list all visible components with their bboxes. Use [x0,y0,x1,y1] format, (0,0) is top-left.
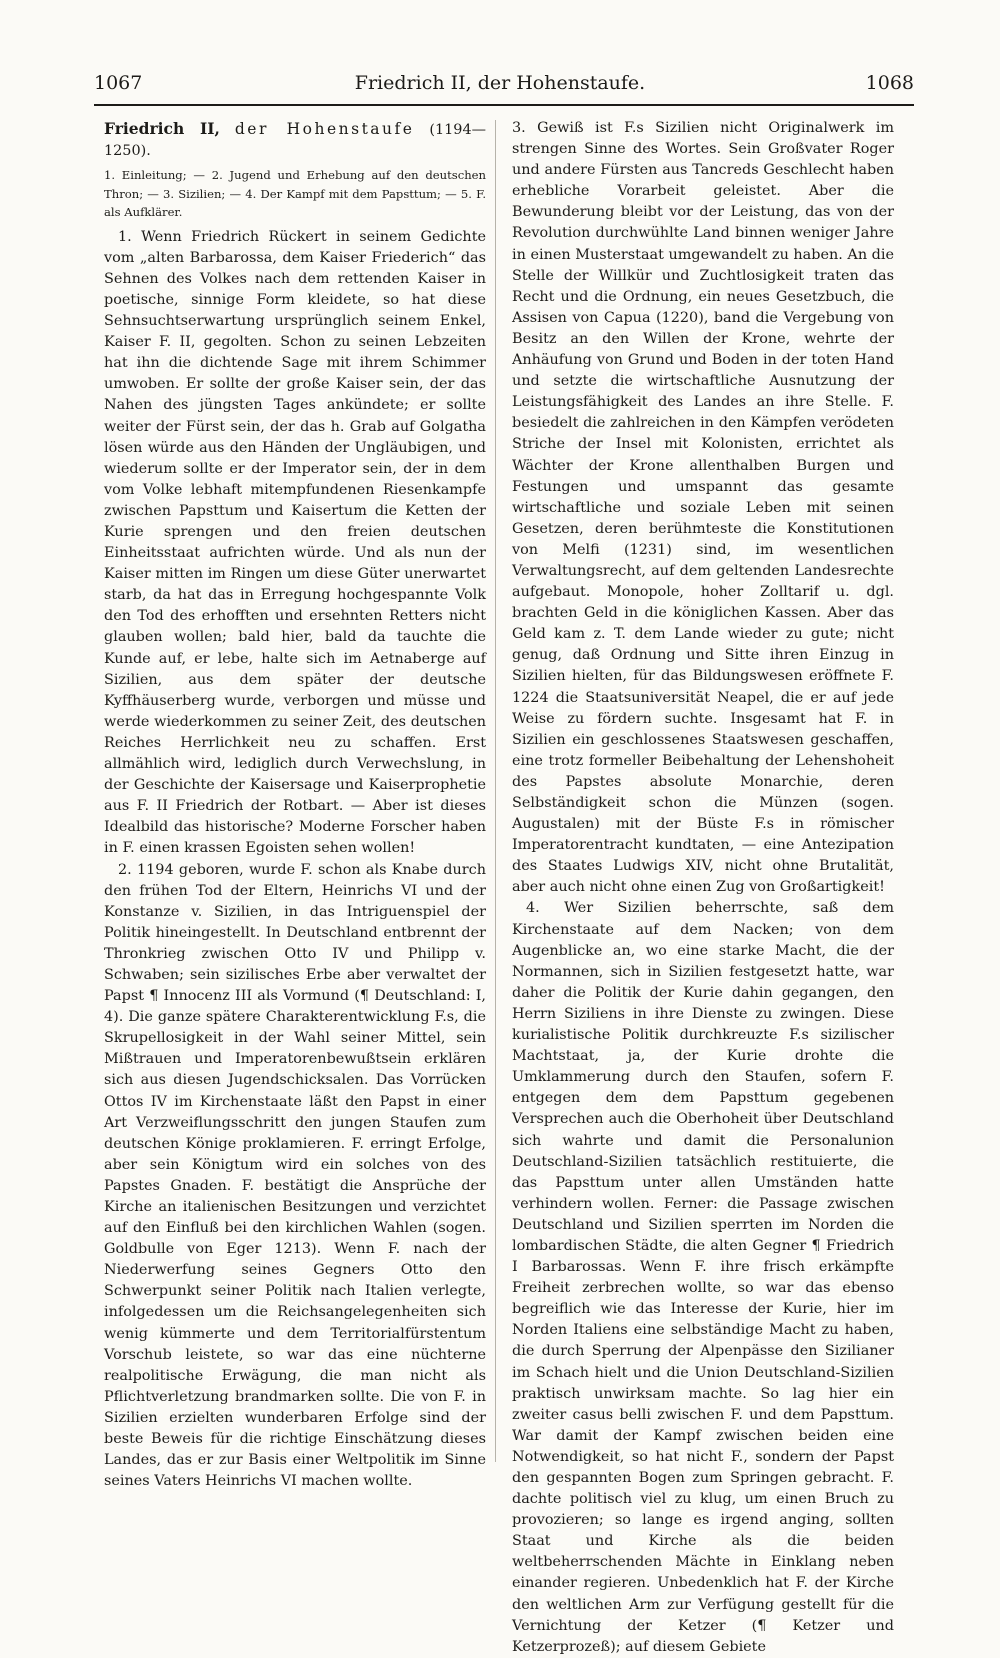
right-column [512,118,894,1658]
paragraph-1: 1. Wenn Friedrich Rückert in seinem Gedichte vom „alten Barbarossa, dem Kaiser Friederich“ das Sehnen des Volkes nach dem rettenden Kaiser in poetische, sinnige Form kleidete, so hat diese Sehnsuchtserwartung ursprünglich seinem Enkel, Kaiser F. II, gegolten. Schon zu seinen Lebzeiten hat ihn die dichtende Sage mit ihrem Schimmer umwoben. Er sollte der große Kaiser sein, der das Nahen des jüngsten Tages ankündete; er sollte weiter der Fürst sein, der das h. Grab auf Golgatha lösen würde aus den Händen der Ungläubigen, und wiederum sollte er der Imperator sein, der in dem vom Volke lebhaft mitempfundenen Riesenkampfe zwischen Papsttum und Kaisertum die Ketten der Kurie sprengen und den freien deutschen Einheitsstaat aufrichten würde. Und als nun der Kaiser mitten im Ringen um diese Güter unerwartet starb, da hat das in Erregung hochgespannte Volk den Tod des erhofften und ersehnten Retters nicht glauben wollen; bald hier, bald da tauchte die Kunde auf, er lebe, halte sich im Aetnaberge auf Sizilien, aus dem später der deutsche Kyffhäuserberg wurde, verborgen und müsse und werde wiederkommen zu seiner Zeit, des deutschen Reiches Herrlichkeit neu zu schaffen. Erst allmählich wird, lediglich durch Verwechslung, in der Geschichte der Kaisersage und Kaiserprophetie aus F. II Friedrich der Rotbart. — Aber ist dieses Idealbild das historische? Moderne Forscher haben in F. einen krassen Egoisten sehen wollen! [104,228,486,857]
running-title: Friedrich II, der Hohenstaufe. [354,72,646,94]
entry-summary: 1. Einleitung; — 2. Jugend und Erhebung auf den deutschen Thron; — 3. Sizilien; — 4. Der Kampf mit dem Papsttum; — 5. F. als Aufklärer. [104,168,486,220]
entry-dates: (1194—1250). [104,122,487,160]
paragraph-3-continued: 3. Gewiß ist F.s Sizilien nicht Originalwerk im strengen Sinne des Wortes. Sein Großvater Roger und andere Fürsten aus Tancreds Geschlecht haben erhebliche Vorarbeit geleistet. Aber die Bewunderung bleibt vor der Leistung, das von der Revolution durchwühlte Land binnen weniger Jahre in einen Musterstaat umgewandelt zu haben. An die Stelle der Willkür und Zuchtlosigkeit traten das Recht und die Ordnung, ein neues Gesetzbuch, die Assisen von Capua (1220), band die Vergebung von Besitz an den Willen der Krone, wehrte der Anhäufung von Grund und Boden in der toten Hand und setzte die wirtschaftliche Ausnutzung der Leistungsfähigkeit des Landes an ihre Stelle. F. besiedelt die zahlreichen in den Kämpfen verödeten Striche der Insel mit Kolonisten, errichtet als Wächter der Krone allenthalben Burgen und Festungen und umspannt das gesamte wirtschaftliche und soziale Leben mit seinen Gesetzen, deren berühmteste die Konstitutionen von Melfi (1231) sind, im wesentlichen Verwaltungsrecht, auf dem geltenden Landesrechte aufgebaut. Monopole, hoher Zolltarif u. dgl. brachten Geld in die königlichen Kassen. Aber das Geld kam z. T. dem Lande wieder zu gute; nicht genug, daß Ordnung und Sitte ihren Einzug in Sizilien hielten, für das Bildungswesen eröffnete F. 1224 die Staatsuniversität Neapel, die er auf jede Weise zu fördern suchte. Insgesamt hat F. in Sizilien ein geschlossenes Staatswesen geschaffen, eine trotz formeller Beibehaltung der Lehenshoheit des Papstes absolute Monarchie, deren Selbständigkeit schon die Münzen (sogen. Augustalen) mit der Büste F.s in römischer Imperatorentracht kundtaten, — eine Antezipation des Staates Ludwigs XIV, nicht ohne Brutalität, aber auch nicht ohne einen Zug von Großartigkeit! [512,120,894,896]
left-column [104,118,486,1492]
entry-lemma: Friedrich II, [104,119,220,138]
entry-lemma-spaced: der Hohenstaufe [234,120,415,138]
entry-heading [104,118,486,162]
header-rule [94,104,914,106]
paragraph-2: 2. 1194 geboren, wurde F. schon als Knabe durch den frühen Tod der Eltern, Heinrichs VI und der Konstanze v. Sizilien, in das Intriguenspiel der Politik hineingestellt. In Deutschland entbrennt der Thronkrieg zwischen Otto IV und Philipp v. Schwaben; sein sizilisches Erbe aber verwaltet der Papst ¶ Innocenz III als Vormund (¶ Deutschland: I, 4). Die ganze spätere Charakterentwicklung F.s, die Skrupellosigkeit in der Wahl seiner Mittel, sein Mißtrauen und Imperatorenbewußtsein erklären sich aus diesen Jugendschicksalen. Das Vorrücken Ottos IV im Kirchenstaate läßt den Papst in einer Art Verzweiflungsschritt den jungen Staufen zum deutschen Könige proklamieren. F. erringt Erfolge, aber sein Königtum wird ein solches von des Papstes Gnaden. F. bestätigt die Ansprüche der Kirche an italienischen Besitzungen und verzichtet auf den Einfluß bei den kirchlichen Wahlen (sogen. Goldbulle von Eger 1213). Wenn F. nach der Niederwerfung seines Gegners Otto den Schwerpunkt seiner Politik nach Italien verlegte, infolgedessen um die Reichsangelegenheiten sich wenig kümmerte und dem Territorialfürstentum Vorschub leistete, so war das eine nüchterne realpolitische Erwägung, die man nicht als Pflichtverletzung brandmarken sollte. Die von F. in Sizilien erzielten wunderbaren Erfolge sind der beste Beweis für die richtige Einschätzung dieses Landes, das er zur Basis einer Weltpolitik im Sinne seines Vaters Heinrichs VI machen wollte. [104,861,486,1490]
page-number-left: 1067 [94,72,143,94]
column-divider [495,120,496,1462]
page-number-right: 1068 [865,72,914,94]
paragraph-4: 4. Wer Sizilien beherrschte, saß dem Kirchenstaate auf dem Nacken; von dem Augenblicke an, wo eine starke Macht, die der Normannen, sich in Sizilien festgesetzt hatte, war daher die Politik der Kurie dahin gegangen, den Herrn Siziliens in ihre Dienste zu zwingen. Diese kurialistische Politik durchkreuzte F.s sizilischer Machtstaat, ja, der Kurie drohte die Umklammerung durch den Staufen, sofern F. entgegen dem dem Papsttum gegebenen Versprechen auch die Oberhoheit über Deutschland sich wahrte und damit die Personalunion Deutschland-Sizilien tatsächlich restituierte, die das Papsttum unter allen Umständen hatte verhindern wollen. Ferner: die Passage zwischen Deutschland und Sizilien sperrten im Norden die lombardischen Städte, die alten Gegner ¶ Friedrich I Barbarossas. Wenn F. ihre frisch erkämpfte Freiheit zerbrechen wollte, so war das ebenso begreiflich wie das Interesse der Kurie, hier im Norden Italiens eine selbständige Macht zu haben, die durch Sperrung der Alpenpässe den Sizilianer im Schach hielt und die Union Deutschland-Sizilien praktisch unwirksam machte. So lag hier ein zweiter casus belli zwischen F. und dem Papsttum. War damit der Kampf zwischen beiden eine Notwendigkeit, so hat nicht F., sondern der Papst den gespannten Bogen zum Springen gebracht. F. dachte politisch viel zu klug, um einen Bruch zu provozieren; so lange es irgend anging, sollten Staat und Kirche als die beiden weltbeherrschenden Mächte in Einklang neben einander regieren. Unbedenklich hat F. der Kirche den weltlichen Arm zur Verfügung gestellt für die Vernichtung der Ketzer (¶ Ketzer und Ketzerprozeß); auf diesem Gebiete [512,900,894,1655]
